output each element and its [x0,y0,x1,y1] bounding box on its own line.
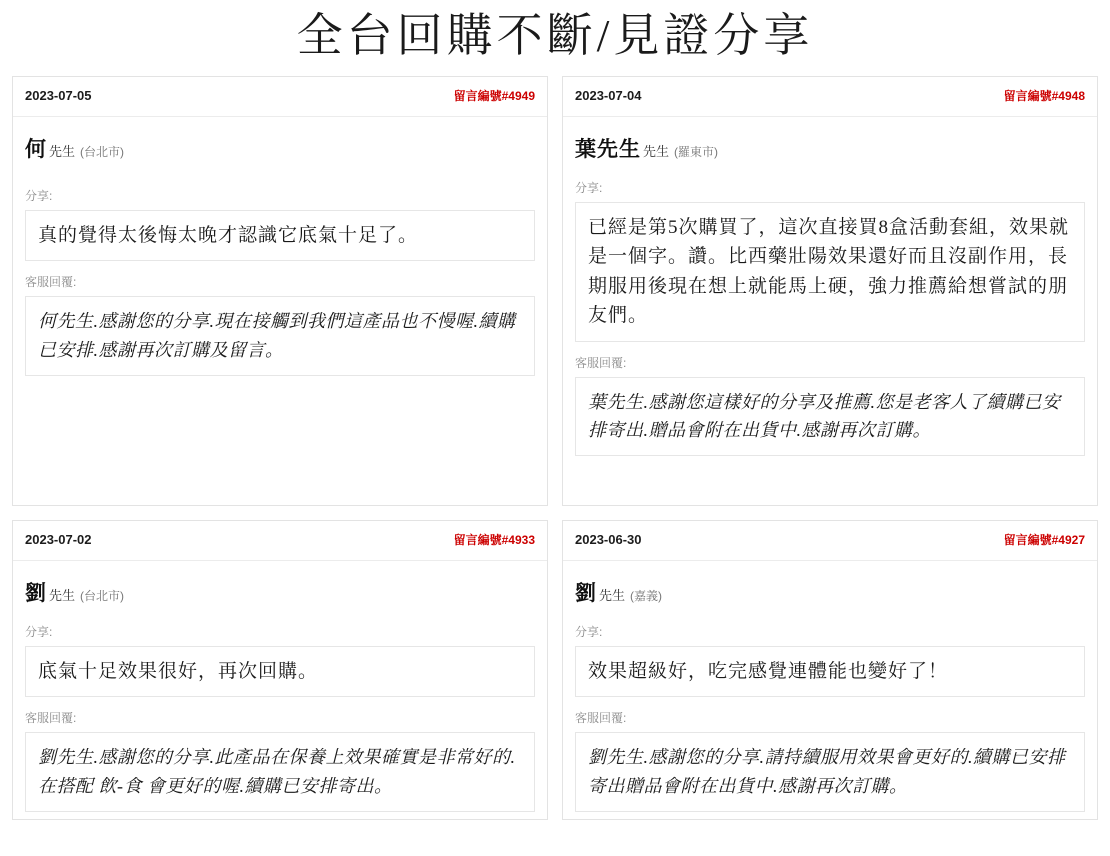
card-message-id: 留言編號#4927 [1003,532,1085,547]
reviewer-surname: 劉 [25,580,47,605]
testimonial-card [562,76,1098,506]
card-date: 2023-07-04 [575,87,642,103]
testimonial-grid [0,76,1110,834]
card-body [13,561,547,824]
page-title: 全台回購不斷/見證分享 [296,10,814,61]
reviewer-honorific: 先生 [643,143,670,159]
share-text: 效果超級好，吃完感覺連體能也變好了！ [575,646,1085,697]
card-date: 2023-06-30 [575,531,642,547]
reviewer-surname: 葉先生 [575,136,641,161]
share-text: 已經是第5次購買了，這次直接買8盒活動套組，效果就是一個字。讚。比西藥壯陽效果還好而且沒副作用，長期服用後現在想上就能馬上硬，強力推薦給想嘗試的朋友們。 [575,202,1085,342]
card-header [13,77,547,117]
reply-text: 葉先生.感謝您這樣好的分享及推薦.您是老客人了續購已安排寄出.贈品會附在出貨中.感謝再次訂購。 [575,377,1085,457]
reviewer-honorific: 先生 [49,587,76,603]
share-label: 分享: [25,624,53,639]
reply-label: 客服回覆: [575,711,627,726]
card-body [563,561,1097,824]
reviewer-name [575,133,1085,163]
share-label: 分享: [575,624,603,639]
testimonial-card [562,520,1098,820]
card-date: 2023-07-05 [25,87,92,103]
reviewer-honorific: 先生 [599,587,626,603]
reviewer-location: (羅東市) [674,144,719,159]
reply-text: 劉先生.感謝您的分享.此產品在保養上效果確實是非常好的.在搭配 飲-食 會更好的喔.續購已安排寄出。 [25,732,535,812]
reviewer-location: (台北市) [80,588,125,603]
reviewer-name [575,577,1085,607]
reviewer-honorific: 先生 [49,143,76,159]
reply-label: 客服回覆: [575,355,627,370]
reply-label: 客服回覆: [25,711,77,726]
testimonial-card [12,76,548,506]
card-message-id: 留言編號#4948 [1003,88,1085,103]
card-header [13,521,547,561]
card-header [563,77,1097,117]
reviewer-name [25,133,535,163]
card-message-id: 留言編號#4949 [453,88,535,103]
reply-text: 何先生.感謝您的分享.現在接觸到我們這產品也不慢喔.續購已安排.感謝再次訂購及留言。 [25,296,535,376]
reply-label: 客服回覆: [25,275,77,290]
reviewer-location: (台北市) [80,144,125,159]
share-label: 分享: [575,180,603,195]
reviewer-surname: 何 [25,136,47,161]
card-body [13,117,547,388]
card-header [563,521,1097,561]
card-message-id: 留言編號#4933 [453,532,535,547]
reply-text: 劉先生.感謝您的分享.請持續服用效果會更好的.續購已安排寄出贈品會附在出貨中.感謝再次訂購。 [575,732,1085,812]
share-text: 底氣十足效果很好，再次回購。 [25,646,535,697]
testimonial-card [12,520,548,820]
reviewer-surname: 劉 [575,580,597,605]
reviewer-name [25,577,535,607]
share-label: 分享: [25,188,53,203]
card-body [563,117,1097,468]
reviewer-location: (嘉義) [630,588,663,603]
card-date: 2023-07-02 [25,531,92,547]
share-text: 真的覺得太後悔太晚才認識它底氣十足了。 [25,210,535,261]
